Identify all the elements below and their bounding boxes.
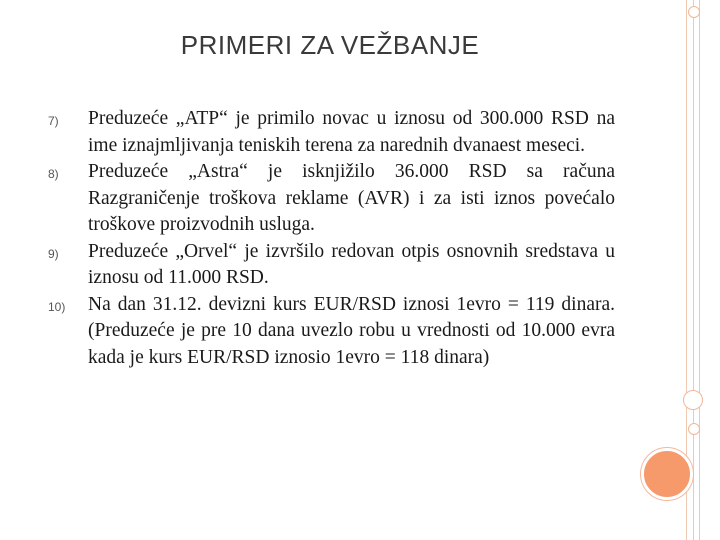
item-number: 10): [48, 299, 66, 314]
item-text: Na dan 31.12. devizni kurs EUR/RSD iznosi 1evro = 119 dinara. (Preduzeće je pre 10 dana uvezlo robu u vrednosti od 10.000 evra kada je kurs EUR/RSD iznosio 1evro = 118 dinara): [88, 293, 615, 368]
item-text: Preduzeće „Orvel“ je izvršilo redovan otpis osnovnih sredstava u iznosu od 11.000 RSD.: [88, 240, 615, 288]
decorative-circle-icon: [688, 6, 700, 18]
item-text: Preduzeće „ATP“ je primilo novac u iznosu od 300.000 RSD na ime iznajmljivanja teniskih terena za narednih dvanaest meseci.: [88, 108, 615, 156]
list-item: [40, 292, 615, 372]
decorative-accent-circle-icon: [641, 448, 693, 500]
list-item: [40, 159, 615, 239]
decorative-circle-icon: [688, 423, 700, 435]
decorative-circle-icon: [683, 390, 703, 410]
exercise-list: [40, 106, 615, 371]
decorative-rail-line: [693, 0, 694, 540]
item-number: 8): [48, 167, 59, 181]
slide-title: PRIMERI ZA VEŽBANJE: [180, 30, 480, 60]
item-number: 9): [48, 246, 59, 261]
item-text: Preduzeće „Astra“ je isknjižilo 36.000 RSD sa računa Razgraničenje troškova reklame (AVR) i za isti iznos povećalo troškove proizvodnih usluga.: [88, 161, 615, 235]
list-item: [40, 106, 615, 159]
list-item: [40, 239, 615, 292]
item-number: 7): [48, 114, 59, 128]
decorative-rail-line: [699, 0, 700, 540]
